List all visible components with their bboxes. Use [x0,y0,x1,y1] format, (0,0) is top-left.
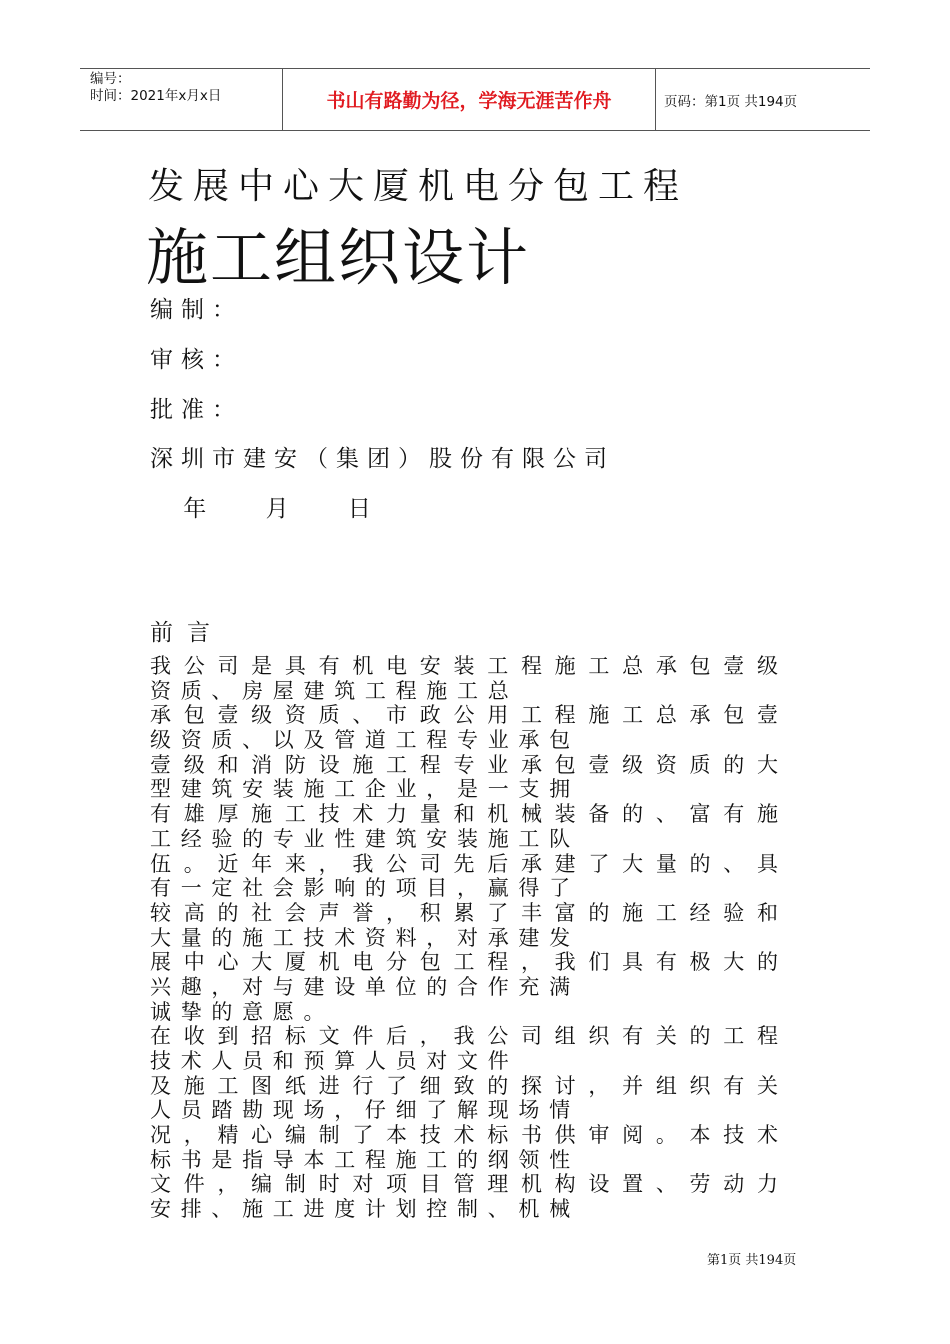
reviewer-label: 审核： [150,347,243,373]
preface-line: 安排、施工进度计划控制、机械 [150,1197,580,1222]
preface-line: 技术人员和预算人员对文件 [150,1049,519,1073]
company-name: 深圳市建安（集团）股份有限公司 [150,446,615,472]
preface-line: 诚挚的意愿。 [150,999,335,1024]
preface-line: 级资质、以及管道工程专业承包 [150,728,580,753]
editor-label: 编制： [150,297,243,323]
preface-line: 标书是指导本工程施工的纲领性 [150,1147,580,1172]
serial-number-label: 编号： [90,71,131,87]
header-page-code: 页码：第1页 共194页 [664,93,798,110]
page-footer: 第1页 共194页 [707,1253,797,1268]
preface-line: 我公司是具有机电安装工程施工总承包壹级 [150,654,778,678]
document-title: 发展中心大厦机电分包工程 [148,166,689,207]
date-label: 时间：2021年x月x日 [90,88,222,104]
preface-line: 较高的社会声誉，积累了丰富的施工经验和 [150,900,778,925]
preface-line: 有一定社会影响的项目，赢得了 [150,876,580,901]
preface-line: 况，精心编制了本技术标书供审阅。本技术 [150,1123,778,1148]
preface-line: 工经验的专业性建筑安装施工队 [150,826,580,851]
header-motto: 书山有路勤为径，学海无涯苦作舟 [282,69,656,130]
preface-line: 在收到招标文件后，我公司组织有关的工程 [150,1024,778,1049]
preface-body [150,654,778,1222]
header-info [90,71,221,105]
preface-line: 兴趣，对与建设单位的合作充满 [150,974,580,999]
preface-heading: 前言 [150,620,224,646]
date-line: 年 月 日 [150,496,397,522]
document-subtitle: 施工组织设计 [146,221,531,294]
preface-line: 型建筑安装施工企业，是一支拥 [150,777,580,802]
preface-line: 及施工图纸进行了细致的探讨，并组织有关 [150,1073,778,1098]
preface-line: 人员踏勘现场，仔细了解现场情 [150,1098,580,1123]
preface-line: 大量的施工技术资料，对承建发 [150,925,580,950]
preface-line: 文件，编制时对项目管理机构设置、劳动力 [150,1172,778,1197]
preface-line: 有雄厚施工技术力量和机械装备的、富有施 [150,802,778,827]
preface-line: 资质、房屋建筑工程施工总 [150,678,519,703]
approver-label: 批准： [150,397,243,423]
preface-line: 展中心大厦机电分包工程，我们具有极大的 [150,950,778,975]
page-header [80,68,870,131]
preface-line: 伍。近年来，我公司先后承建了大量的、具 [150,851,778,876]
preface-line: 承包壹级资质、市政公用工程施工总承包壹 [150,703,778,728]
preface-line: 壹级和消防设施工程专业承包壹级资质的大 [150,752,778,777]
